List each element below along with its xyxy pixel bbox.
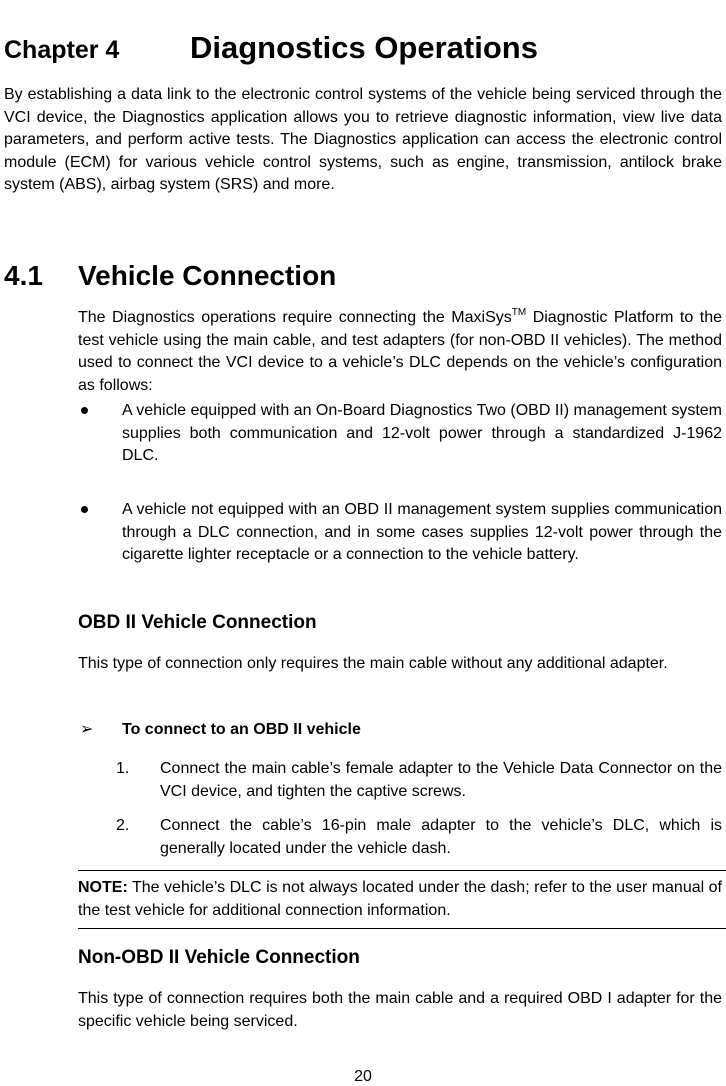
- note-box: [78, 877, 722, 922]
- section-intro-before-tm: The Diagnostics operations require connecting the MaxiSys: [78, 309, 512, 326]
- trademark-mark: TM: [511, 307, 527, 318]
- procedure-step-1: [116, 758, 722, 803]
- bullet-item-obd2: [78, 400, 722, 468]
- procedure-step-2: [116, 815, 722, 860]
- section-title: Vehicle Connection: [78, 260, 337, 291]
- arrow-right-icon: ➢: [80, 721, 94, 738]
- note-label: NOTE:: [78, 879, 128, 896]
- step-text: Connect the main cable’s female adapter to the Vehicle Data Connector on the VCI device, and tighten the captive screws.: [160, 760, 722, 800]
- bullet-text: A vehicle not equipped with an OBD II management system supplies communication through a DLC connection, and in some cases supplies 12-volt power through the cigarette lighter receptacle or a connection to the vehicle battery.: [122, 501, 722, 563]
- obd2-connection-heading: OBD II Vehicle Connection: [78, 612, 317, 633]
- note-text: The vehicle’s DLC is not always located under the dash; refer to the user manual of the test vehicle for additional connection information.: [78, 879, 722, 919]
- bullet-dot-icon: [81, 506, 88, 513]
- non-obd2-connection-heading: Non-OBD II Vehicle Connection: [78, 947, 360, 968]
- chapter-intro-paragraph: By establishing a data link to the electronic control systems of the vehicle being serviced through the VCI device, the Diagnostics application allows you to retrieve diagnostic information, view live data parameters, and perform active tests. The Diagnostics application can access the electronic control module (ECM) for various vehicle control systems, such as engine, transmission, antilock brake system (ABS), airbag system (SRS) and more.: [4, 86, 722, 193]
- step-text: Connect the cable’s 16-pin male adapter to the vehicle’s DLC, which is generally located under the vehicle dash.: [160, 817, 722, 857]
- bullet-text: A vehicle equipped with an On-Board Diagnostics Two (OBD II) management system supplies both communication and 12-volt power through a standardized J-1962 DLC.: [122, 402, 722, 464]
- chapter-heading: [4, 28, 538, 70]
- step-number: 1.: [116, 760, 130, 777]
- obd2-connection-paragraph: This type of connection only requires the main cable without any additional adapter.: [78, 655, 668, 672]
- note-top-divider: [78, 870, 726, 871]
- section-number: 4.1: [4, 260, 43, 291]
- bullet-dot-icon: [81, 407, 88, 414]
- non-obd2-connection-paragraph: This type of connection requires both the main cable and a required OBD I adapter for the specific vehicle being serviced.: [78, 990, 722, 1030]
- page-number: 20: [354, 1068, 372, 1085]
- bullet-item-non-obd2: [78, 499, 722, 567]
- note-bottom-divider: [78, 928, 726, 929]
- procedure-title: To connect to an OBD II vehicle: [122, 721, 361, 738]
- section-intro-after-tm: Diagnostic Platform to the test vehicle using the main cable, and test adapters (for non-OBD II vehicles). The method used to connect the VCI device to a vehicle’s DLC depends on the vehicle’s configuration as follows:: [78, 309, 722, 394]
- section-intro-paragraph: [78, 307, 722, 397]
- chapter-number: Chapter 4: [4, 36, 120, 64]
- step-number: 2.: [116, 817, 130, 834]
- section-heading: [4, 256, 336, 296]
- chapter-title: Diagnostics Operations: [190, 30, 538, 65]
